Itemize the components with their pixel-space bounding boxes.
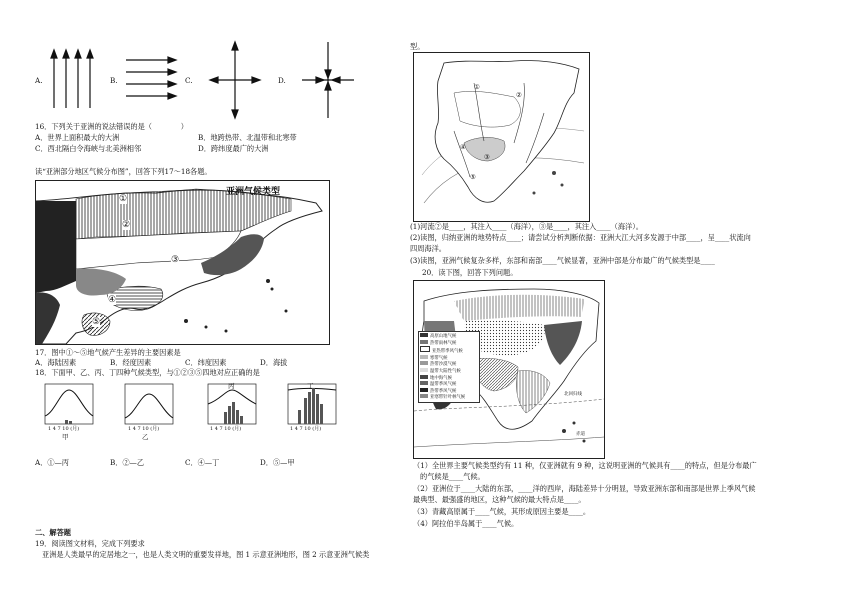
q19-part-2b: 四周海洋。	[410, 244, 446, 253]
q19-body-cont: 型。	[410, 42, 425, 51]
chart-yi-axis: 1 4 7 10 (月)	[128, 426, 160, 432]
q20-part-2: （2）亚洲位于____大陆的东部，____洋的西岸，海陆差异十分明显，导致亚洲东部和南部是世界上季风气候	[413, 484, 756, 493]
map-title: 亚洲气候类型	[226, 187, 281, 197]
climate-legend	[418, 331, 480, 403]
legend-item: 亚寒带针叶林气候	[420, 394, 478, 401]
q20-part-1: （1）全世界主要气候类型约有 11 种，仅亚洲就有 9 种，这说明亚洲的气候具有____的特点，但是分布最广	[413, 461, 757, 470]
q19-part-1: (1)河流②是____，其注入____（海洋），③是____，其注入____（海洋）。	[410, 222, 643, 231]
asia-climate-map	[35, 180, 330, 345]
legend-item: 温带大陆性气候	[420, 368, 478, 375]
chart-yi-name: 乙	[142, 433, 149, 441]
terrain-label-4: ④	[460, 143, 466, 151]
tropic-label: 北回归线	[564, 392, 582, 397]
terrain-label-2: ②	[516, 91, 522, 99]
asia-climate-types-map	[413, 280, 605, 459]
option-b-label: B.	[110, 76, 118, 85]
q20-part-1b: 的气候是____气候。	[420, 472, 485, 481]
legend-item: 温带季风气候	[420, 381, 478, 388]
terrain-label-5: ⑤	[470, 173, 476, 181]
region-1-label: ①	[119, 194, 128, 204]
section-2-heading: 二、解答题	[35, 528, 71, 537]
region-4-label: ④	[108, 295, 117, 305]
option-b-arrows-icon	[126, 56, 176, 106]
asia-climate-map-drawing	[36, 181, 329, 344]
legend-item: 高原山地气候	[420, 333, 478, 340]
left-column	[30, 0, 410, 608]
legend-item: 寒带气候	[420, 355, 478, 362]
q20-stem: 20．读下图，回答下列问题。	[422, 268, 518, 277]
q20-part-2b: 最典型、最强盛的地区，这种气候的最大特点是____。	[413, 495, 586, 504]
q19-body: 亚洲是人类最早的定居地之一，也是人类文明的重要发祥地，图 1 示意亚洲地形，图 2 示意亚洲气候类	[42, 550, 370, 559]
option-c-cross-arrows-icon	[210, 42, 260, 118]
asia-terrain-map-drawing	[414, 53, 589, 221]
q19-stem: 19．阅读图文材料，完成下列要求	[35, 539, 145, 548]
q17-option-d: D．海拔	[260, 358, 288, 367]
option-a-label: A.	[35, 76, 43, 85]
option-a-arrows-icon	[50, 50, 100, 110]
legend-item: 热带季风气候	[420, 388, 478, 395]
chart-bing-name: 丙	[228, 382, 235, 390]
q18-option-b: B．②—乙	[110, 458, 145, 467]
asia-terrain-map	[413, 52, 590, 222]
terrain-label-1: ①	[474, 83, 480, 91]
q16-stem: 16．下列关于亚洲的说法错误的是（ ）	[35, 122, 188, 131]
option-c-label: C.	[185, 76, 193, 85]
legend-item: 热带沙漠气候	[420, 361, 478, 368]
legend-item: 热带雨林气候	[420, 340, 478, 347]
q19-part-2: (2)读图，归纳亚洲的地势特点____；请尝试分析判断依据：亚洲大江大河多发源于中部____，呈____状流向	[410, 233, 751, 242]
q16-option-c: C．西北隔白令海峡与北美洲相邻	[35, 144, 142, 153]
q20-part-3: （3）青藏高原属于____气候，其形成原因主要是____。	[413, 507, 591, 516]
q18-stem: 18．下面甲、乙、丙、丁四种气候类型，与①②③⑤四地对应正确的是	[35, 368, 260, 377]
legend-item: 亚热带季风气候	[420, 346, 478, 355]
q17-option-b: B．经度因素	[110, 358, 152, 367]
q19-part-3: (3)读图，亚洲气候复杂多样，东部和南部____气候显著，亚洲中部是分布最广的气候类型是____	[410, 256, 715, 265]
q17-stem: 17．图中①～⑤地气候产生差异的主要因素是	[35, 348, 181, 357]
chart-jia-axis: 1 4 7 10 (月)	[48, 426, 80, 432]
chart-ding-axis: 1 4 7 10 (月)	[290, 426, 322, 432]
q17-intro: 读“亚洲部分地区气候分布图”，回答下列17～18各题。	[35, 167, 212, 176]
q16-option-b: B．地跨热带、北温带和北寒带	[198, 133, 297, 142]
q18-option-d: D．⑤—甲	[260, 458, 295, 467]
region-5-label: ⑤	[92, 317, 101, 327]
region-3-label: ③	[171, 255, 180, 265]
q20-part-4: （4）阿拉伯半岛属于____气候。	[413, 519, 519, 528]
region-2-label: ②	[122, 220, 131, 230]
chart-ding-name: 丁	[307, 382, 314, 390]
q16-option-d: D．跨纬度最广的大洲	[198, 144, 269, 153]
q16-option-a: A．世界上面积最大的大洲	[35, 133, 120, 142]
chart-jia-name: 甲	[62, 433, 69, 441]
q18-option-a: A．①—丙	[35, 458, 69, 467]
chart-bing-axis: 1 4 7 10 (月)	[210, 426, 242, 432]
option-d-label: D.	[278, 76, 286, 85]
equator-label: 赤道	[576, 432, 585, 437]
q18-option-c: C．④—丁	[185, 458, 220, 467]
option-d-converging-arrows-icon	[302, 42, 354, 118]
q17-option-c: C．纬度因素	[185, 358, 227, 367]
q17-option-a: A．海陆因素	[35, 358, 77, 367]
legend-item: 地中海气候	[420, 375, 478, 382]
right-column	[408, 0, 838, 608]
terrain-label-3: ③	[484, 153, 490, 161]
